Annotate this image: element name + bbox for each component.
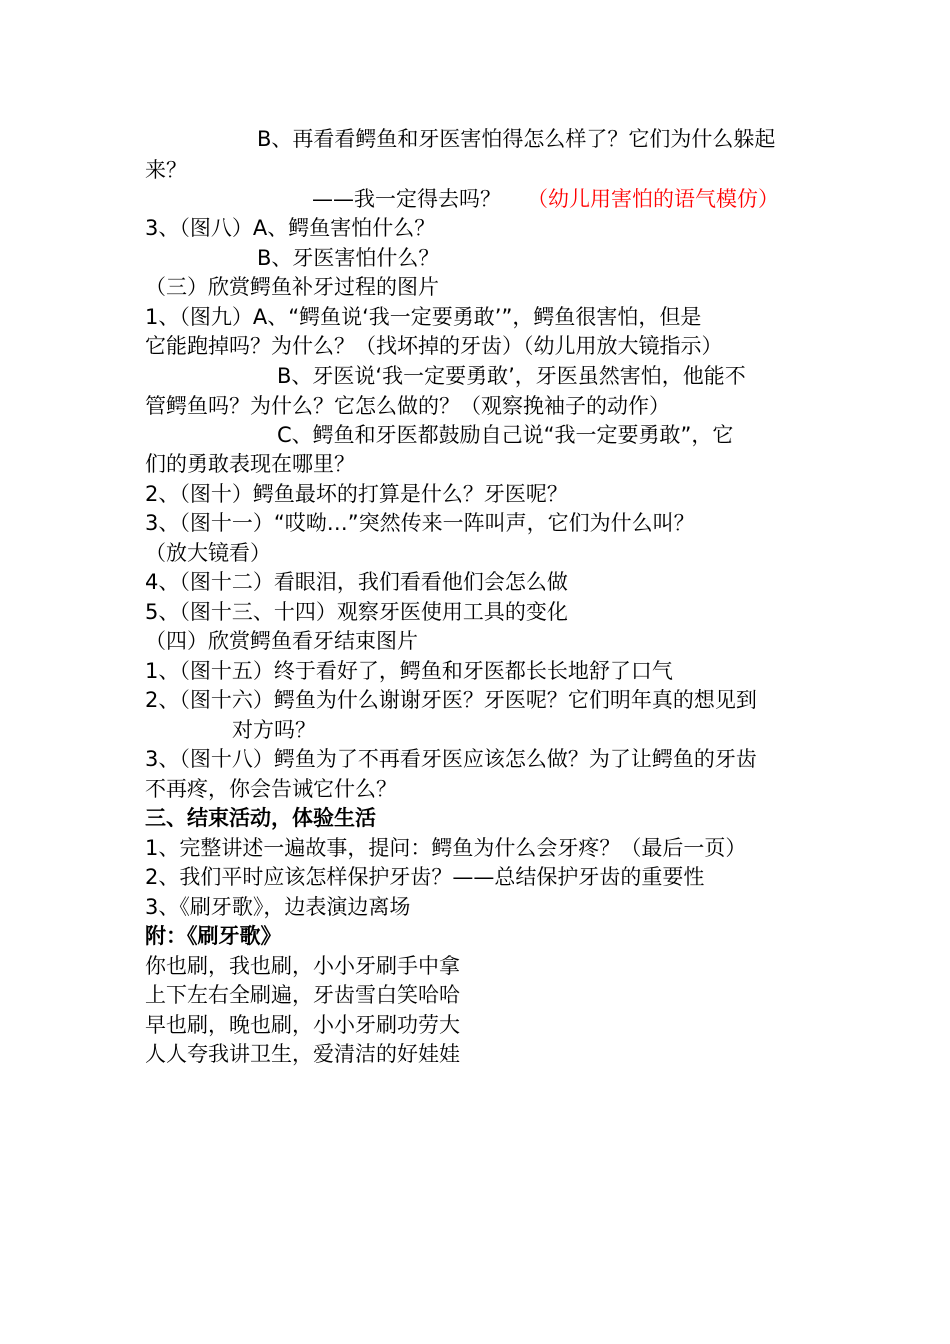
end-item-3: 3、《刷牙歌》，边表演边离场 — [145, 895, 411, 919]
item-4-fig12: 4、（图十二）看眼泪，我们看看他们会怎么做 — [145, 570, 568, 594]
item-1-fig9-c-cont: 们的勇敢表现在哪里？ — [145, 452, 355, 476]
item-3-fig18: 3、（图十八）鳄鱼为了不再看牙医应该怎么做？为了让鳄鱼的牙齿 — [145, 747, 757, 771]
song-line-1: 你也刷，我也刷，小小牙刷手中拿 — [145, 954, 460, 978]
song-line-4: 人人夸我讲卫生，爱清洁的好娃娃 — [145, 1042, 460, 1066]
item-5-fig13-14: 5、（图十三、十四）观察牙医使用工具的变化 — [145, 600, 568, 624]
quote-line: ——我一定得去吗？ — [312, 187, 501, 211]
item-1-fig9-b-cont: 管鳄鱼吗？为什么？它怎么做的？（观察挽袖子的动作） — [145, 394, 670, 418]
song-line-2: 上下左右全刷遍，牙齿雪白笑哈哈 — [145, 983, 460, 1007]
item-3-fig18-cont: 不再疼，你会告诫它什么？ — [145, 777, 397, 801]
item-3-fig11-cont: （放大镜看） — [145, 541, 271, 565]
song-line-3: 早也刷，晚也刷，小小牙刷功劳大 — [145, 1013, 460, 1037]
section-heading-end: 三、结束活动，体验生活 — [145, 806, 376, 830]
item-2-fig16: 2、（图十六）鳄鱼为什么谢谢牙医？牙医呢？它们明年真的想见到 — [145, 688, 757, 712]
text-line-1b-cont: 来？ — [145, 158, 187, 182]
item-3-fig11: 3、（图十一）“哎呦…”突然传来一阵叫声，它们为什么叫？ — [145, 511, 695, 535]
section-4-heading: （四）欣赏鳄鱼看牙结束图片 — [145, 629, 418, 653]
section-3-heading: （三）欣赏鳄鱼补牙过程的图片 — [145, 275, 439, 299]
text-line-1b: B、再看看鳄鱼和牙医害怕得怎么样了？它们为什么躲起 — [257, 127, 776, 151]
item-1-fig9-b: B、牙医说‘我一定要勇敢’，牙医虽然害怕，他能不 — [277, 364, 746, 388]
end-item-2: 2、我们平时应该怎样保护牙齿？——总结保护牙齿的重要性 — [145, 865, 705, 889]
item-3-fig8-b: B、牙医害怕什么？ — [257, 246, 440, 270]
red-note: （幼儿用害怕的语气模仿） — [527, 187, 779, 211]
end-item-1: 1、完整讲述一遍故事，提问：鳄鱼为什么会牙疼？（最后一页） — [145, 836, 747, 860]
item-2-fig16-cont: 对方吗？ — [232, 718, 316, 742]
item-1-fig9-c: C、鳄鱼和牙医都鼓励自己说“我一定要勇敢”，它 — [277, 423, 734, 447]
item-1-fig9: 1、（图九）A、“鳄鱼说‘我一定要勇敢’”，鳄鱼很害怕，但是 — [145, 305, 702, 329]
item-2-fig10: 2、（图十）鳄鱼最坏的打算是什么？牙医呢？ — [145, 482, 568, 506]
item-1-fig15: 1、（图十五）终于看好了，鳄鱼和牙医都长长地舒了口气 — [145, 659, 673, 683]
item-1-fig9-cont: 它能跑掉吗？为什么？（找坏掉的牙齿）（幼儿用放大镜指示） — [145, 334, 723, 358]
item-3-fig8: 3、（图八）A、鳄鱼害怕什么？ — [145, 216, 436, 240]
appendix-heading: 附：《刷牙歌》 — [145, 924, 282, 948]
